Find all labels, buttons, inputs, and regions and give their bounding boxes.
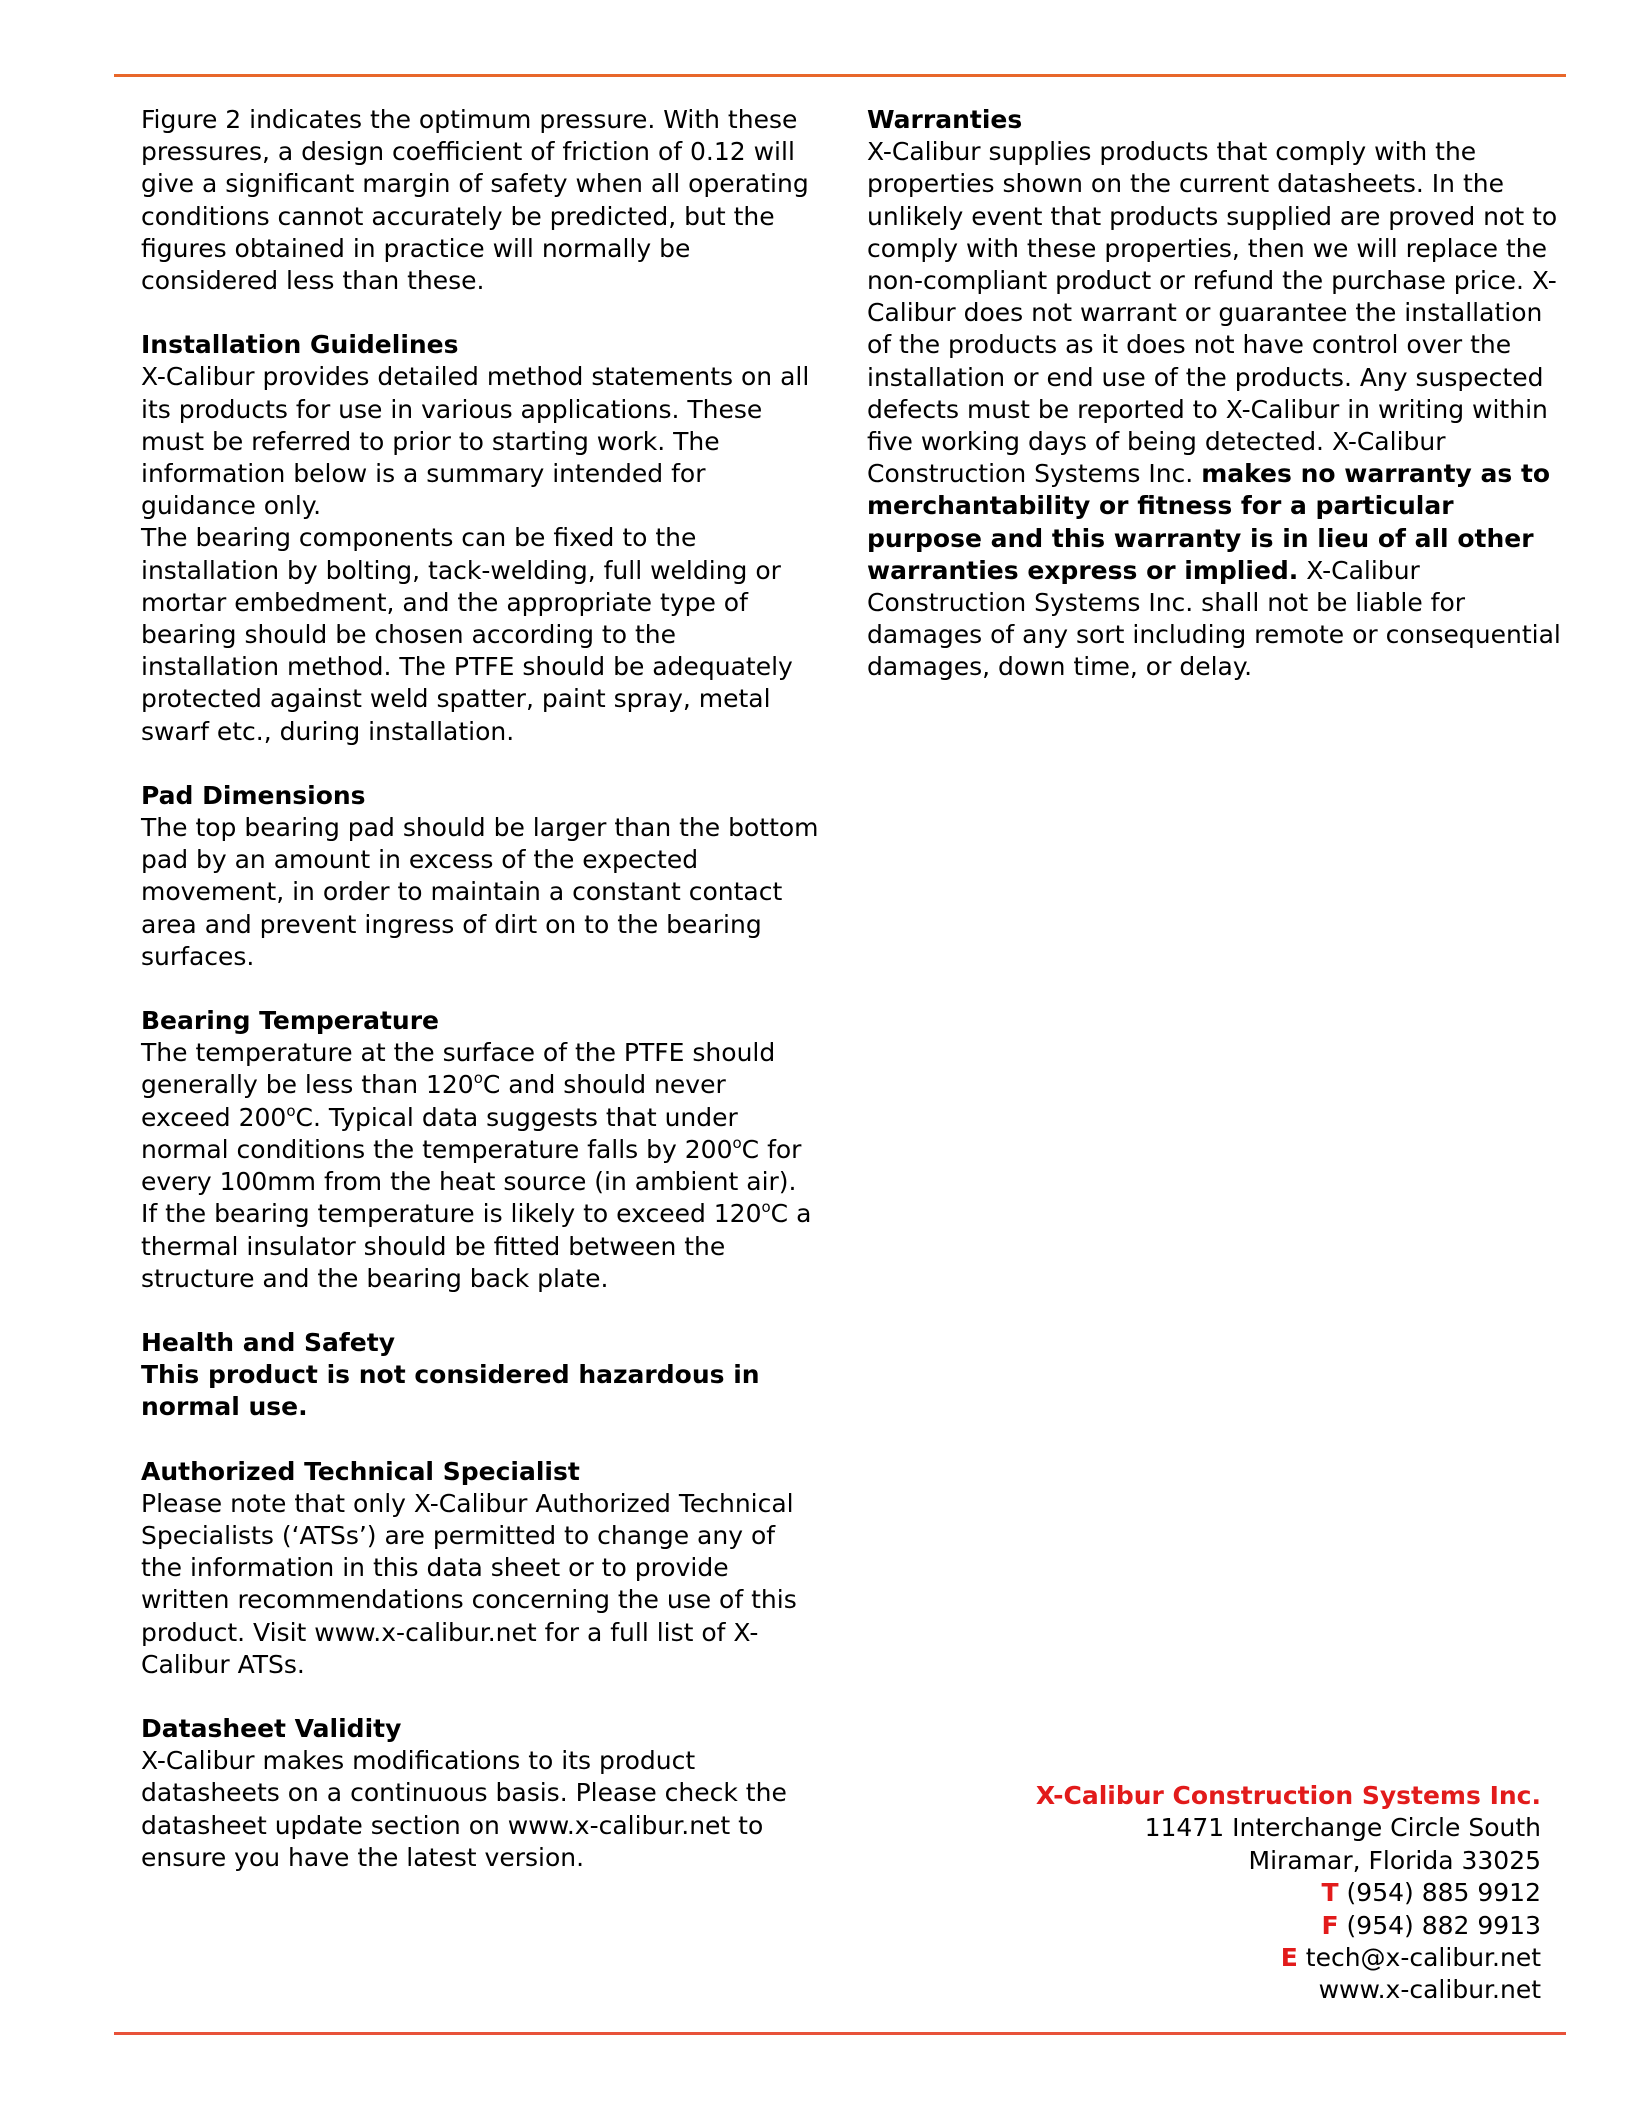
temp-text-part: C for every 100mm from the heat source (in ambient air). bbox=[141, 1134, 802, 1197]
ats-heading: Authorized Technical Specialist bbox=[141, 1456, 580, 1486]
fax-line bbox=[1036, 1910, 1541, 1942]
pad-dimensions-heading: Pad Dimensions bbox=[141, 780, 366, 810]
installation-section bbox=[141, 329, 821, 748]
contact-block bbox=[1036, 1780, 1541, 2007]
warranties-section bbox=[867, 104, 1567, 684]
company-name: X-Calibur Construction Systems Inc. bbox=[1035, 1781, 1541, 1810]
warranties-paragraph bbox=[867, 136, 1567, 683]
fax-label: F bbox=[1321, 1910, 1339, 1940]
intro-paragraph: Figure 2 indicates the optimum pressure. With these pressures, a design coefficient of friction of 0.12 will give a significant margin of safety when all operating conditions cannot accurately be predicted, but the figures obtained in practice will normally be considered less than these. bbox=[141, 105, 809, 296]
pad-dimensions-paragraph: The top bearing pad should be larger than the bottom pad by an amount in excess of the expected movement, in order to maintain a constant contact area and prevent ingress of dirt on to the bearing surfaces. bbox=[141, 813, 819, 971]
degree-mark: o bbox=[761, 1198, 771, 1217]
address-line-2: Miramar, Florida 33025 bbox=[1248, 1845, 1541, 1875]
warranties-disclaimer: makes no warranty as to merchantability or fitness for a particular purpose and this warranty is in lieu of all other warranties express or implied. bbox=[867, 459, 1551, 585]
right-column bbox=[867, 104, 1567, 716]
address-line-1: 11471 Interchange Circle South bbox=[1144, 1813, 1541, 1843]
health-safety-heading: Health and Safety bbox=[141, 1327, 395, 1357]
ats-paragraph: Please note that only X-Calibur Authorized Technical Specialists (‘ATSs’) are permitted to change any of the information in this data sheet or to provide written recommendations concerning the use of this product. Visit www.x-calibur.net for a full list of X-Calibur ATSs. bbox=[141, 1488, 797, 1679]
pad-dimensions-section bbox=[141, 780, 821, 973]
degree-mark: o bbox=[473, 1069, 483, 1088]
top-divider bbox=[114, 74, 1566, 77]
bottom-divider bbox=[114, 2032, 1566, 2035]
phone-label: T bbox=[1321, 1878, 1339, 1908]
temp-text-part: If the bearing temperature is likely to exceed 120 bbox=[141, 1199, 762, 1229]
installation-paragraph-1: X-Calibur provides detailed method statements on all its products for use in various applications. These must be referred to prior to starting work. The information below is a summary intended for guidance only. bbox=[141, 362, 810, 521]
phone-line bbox=[1036, 1877, 1541, 1909]
temp-text-part: The temperature at the surface of the PTFE should generally be less than 120 bbox=[141, 1038, 776, 1100]
bearing-temperature-section bbox=[141, 1005, 821, 1295]
temp-text-part: C. Typical data suggests that under normal conditions the temperature falls by 200 bbox=[141, 1102, 738, 1164]
warranties-text-part: X-Calibur Construction Systems Inc. shall not be liable for damages of any sort including remote or consequential damages, down time, or delay. bbox=[867, 555, 1561, 682]
degree-mark: o bbox=[286, 1101, 296, 1120]
email-label: E bbox=[1280, 1943, 1298, 1973]
left-column bbox=[141, 104, 821, 1906]
temp-text-part: C a thermal insulator should be fitted between the structure and the bearing back plate. bbox=[141, 1199, 812, 1293]
datasheet-validity-paragraph: X-Calibur makes modifications to its product datasheets on a continuous basis. Please check the datasheet update section on www.x-calibur.net to ensure you have the latest version. bbox=[141, 1746, 787, 1872]
intro-section bbox=[141, 104, 821, 297]
warranties-heading: Warranties bbox=[867, 105, 1023, 134]
email-address[interactable]: tech@x-calibur.net bbox=[1305, 1943, 1541, 1973]
fax-number: (954) 882 9913 bbox=[1346, 1910, 1541, 1940]
bearing-temperature-heading: Bearing Temperature bbox=[141, 1006, 439, 1036]
health-safety-section bbox=[141, 1327, 821, 1424]
temp-text-part: C and should never exceed 200 bbox=[141, 1070, 726, 1132]
warranties-text-part: X-Calibur supplies products that comply with the properties shown on the current datasheets. In the unlikely event that products supplied are proved not to comply with these properties, then we will replace the non-compliant product or refund the purchase price. X-Calibur does not warrant or guarantee the installation of the products as it does not have control over the installation or end use of the products. Any suspected defects must be reported to X-Calibur in writing within five working days of being detected. X-Calibur Construction Systems Inc. bbox=[867, 137, 1558, 489]
degree-mark: o bbox=[732, 1133, 742, 1152]
datasheet-validity-section bbox=[141, 1713, 821, 1874]
ats-section bbox=[141, 1456, 821, 1681]
installation-heading: Installation Guidelines bbox=[141, 330, 459, 360]
health-safety-paragraph bbox=[141, 1359, 821, 1423]
website-link[interactable]: www.x-calibur.net bbox=[1318, 1975, 1541, 2005]
email-line bbox=[1036, 1942, 1541, 1974]
datasheet-validity-heading: Datasheet Validity bbox=[141, 1713, 402, 1743]
bearing-temperature-paragraph-1 bbox=[141, 1037, 821, 1198]
health-safety-text: This product is not considered hazardous in normal use. bbox=[141, 1360, 760, 1422]
phone-number: (954) 885 9912 bbox=[1346, 1878, 1541, 1908]
bearing-temperature-paragraph-2 bbox=[141, 1198, 821, 1295]
installation-paragraph-2: The bearing components can be fixed to the installation by bolting, tack-welding, full welding or mortar embedment, and the appropriate type of bearing should be chosen according to the installation method. The PTFE should be adequately protected against weld spatter, paint spray, metal swarf etc., during installation. bbox=[141, 523, 793, 746]
